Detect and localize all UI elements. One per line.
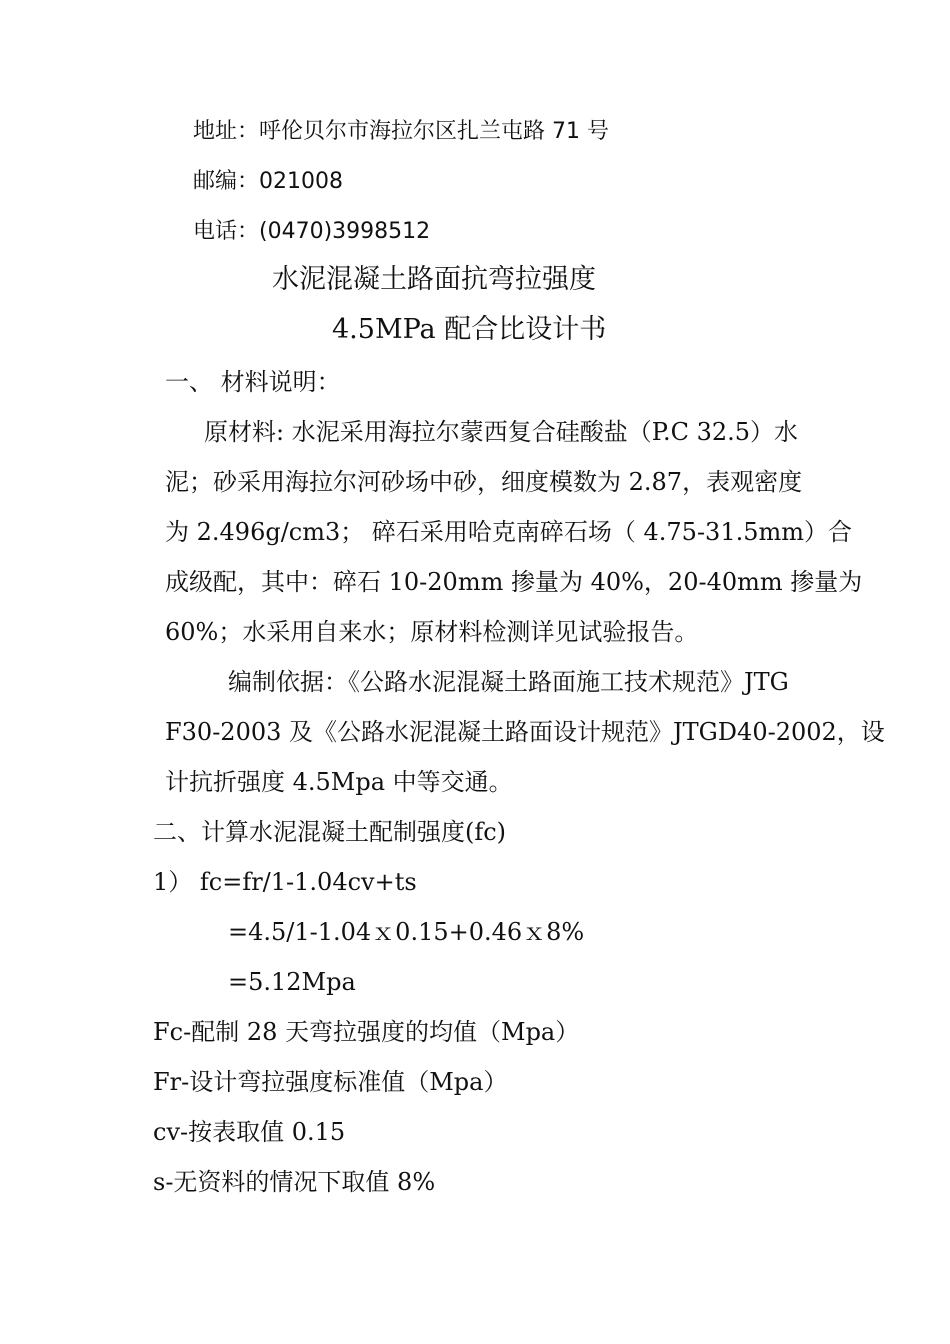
definition-line: cv-按表取值 0.15 [153,1118,346,1146]
materials-line: 60%；水采用自来水；原材料检测详见试验报告。 [165,618,699,646]
postcode-line: 邮编：021008 [193,169,343,194]
materials-line: 为 2.496g/cm3； 碎石采用哈克南碎石场（ 4.75-31.5mm）合 [165,518,853,546]
definition-line: Fr-设计弯拉强度标准值（Mpa） [153,1068,508,1096]
formula-line: 1） fc=fr/1-1.04cv+ts [153,868,417,896]
document-title-line-2: 4.5MPa 配合比设计书 [332,314,607,345]
materials-line: 成级配，其中：碎石 10-20mm 掺量为 40%，20-40mm 掺量为 [165,568,863,596]
address-line: 地址：呼伦贝尔市海拉尔区扎兰屯路 71 号 [193,119,609,144]
basis-line: F30-2003 及《公路水泥混凝土路面设计规范》JTGD40-2002，设 [165,718,885,746]
definition-line: Fc-配制 28 天弯拉强度的均值（Mpa） [153,1018,580,1046]
materials-line: 泥；砂采用海拉尔河砂场中砂，细度模数为 2.87，表观密度 [165,468,803,496]
basis-line: 编制依据：《公路水泥混凝土路面施工技术规范》JTG [228,668,789,696]
section-2-heading: 二、计算水泥混凝土配制强度(fc) [153,818,507,846]
formula-step-1: =4.5/1-1.04ｘ0.15+0.46ｘ8% [228,918,585,946]
phone-line: 电话：(0470)3998512 [193,219,431,244]
materials-line: 原材料: 水泥采用海拉尔蒙西复合硅酸盐（P.C 32.5）水 [204,418,799,446]
section-1-heading: 一、 材料说明： [165,368,341,396]
formula-step-2: =5.12Mpa [228,968,356,996]
basis-line: 计抗折强度 4.5Mpa 中等交通。 [165,768,513,796]
definition-line: s-无资料的情况下取值 8% [153,1168,436,1196]
document-title-line-1: 水泥混凝土路面抗弯拉强度 [272,264,596,295]
